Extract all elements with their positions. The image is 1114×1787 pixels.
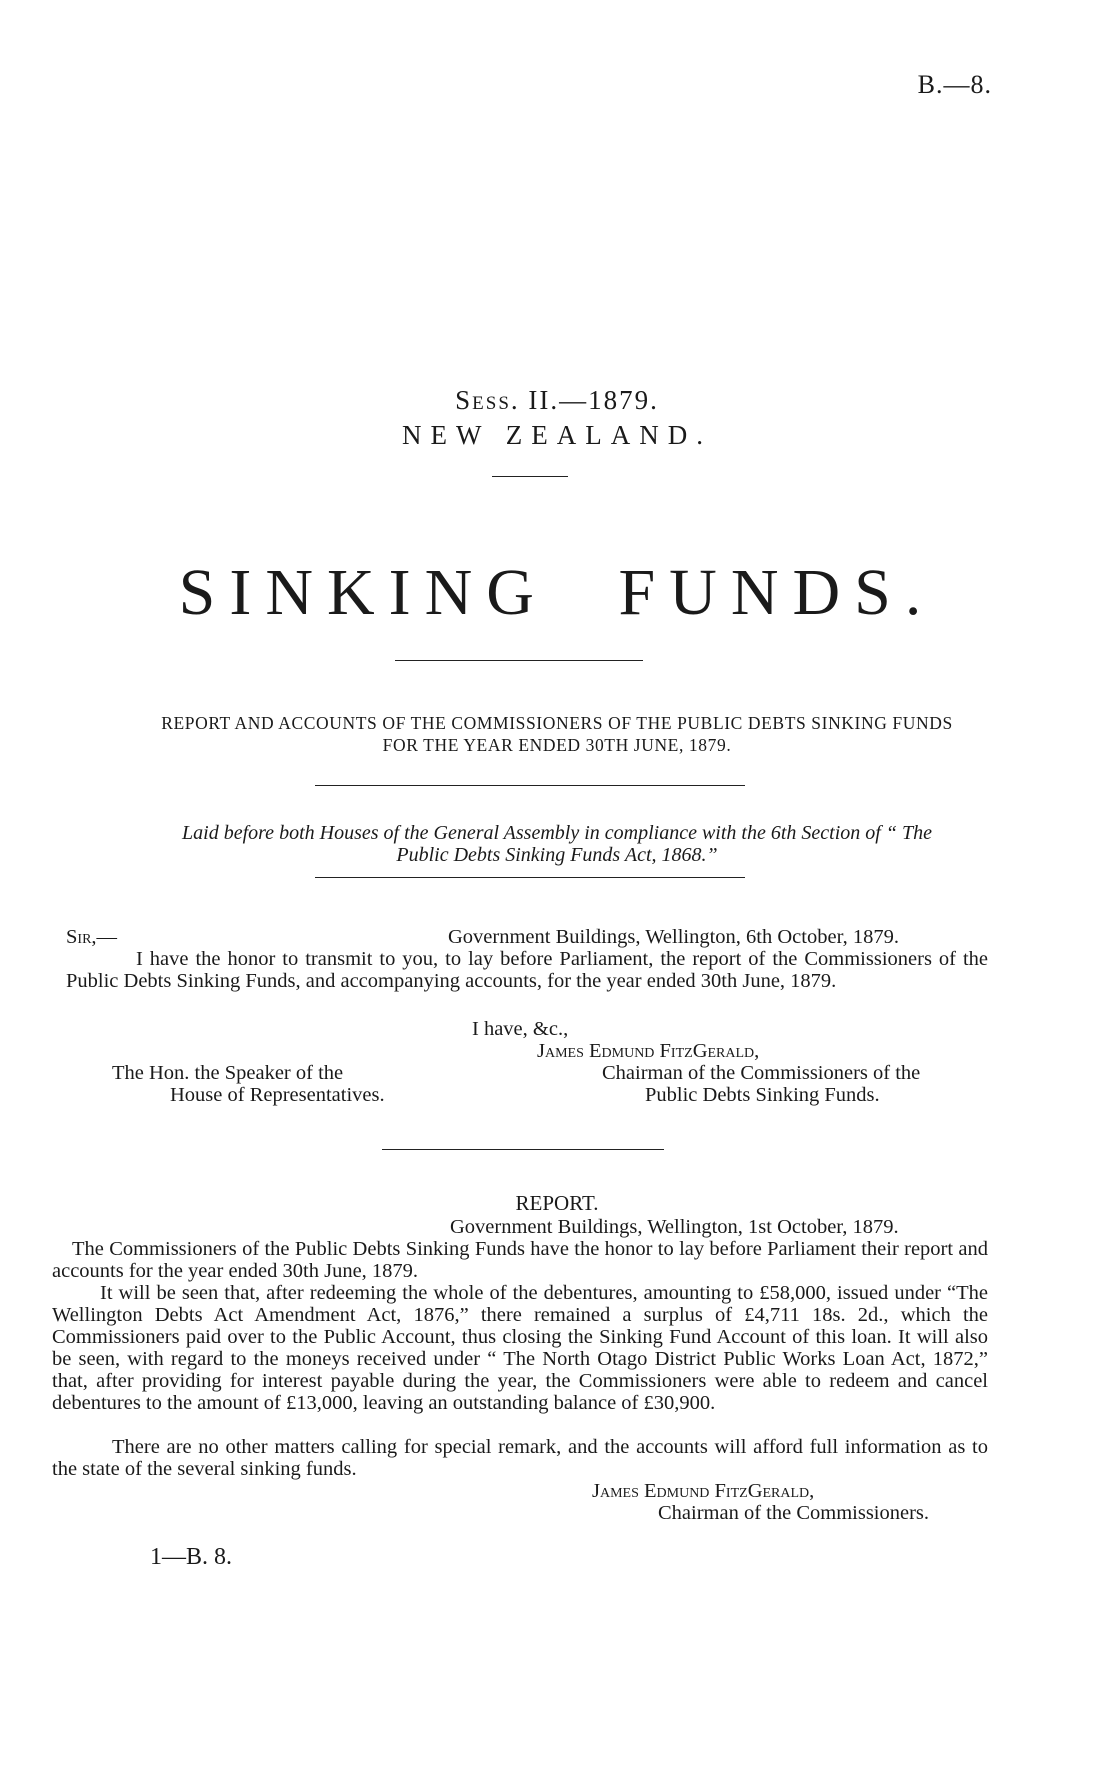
subtitle-line: FOR THE YEAR ENDED 30TH JUNE, 1879.	[382, 735, 732, 755]
session-line: Sess. II.—1879.	[455, 385, 659, 415]
report-heading: REPORT.	[515, 1191, 599, 1215]
report-place-date: Government Buildings, Wellington, 1st October, 1879.	[450, 1216, 899, 1238]
divider	[315, 877, 745, 878]
country-line: NEW ZEALAND.	[402, 420, 712, 450]
document-title: SINKING FUNDS.	[178, 556, 936, 629]
document-subtitle	[107, 712, 1007, 756]
signatory-title-line: Public Debts Sinking Funds.	[645, 1084, 880, 1106]
addressee-line: The Hon. the Speaker of the	[112, 1062, 344, 1084]
report-paragraph: It will be seen that, after redeeming the whole of the debentures, amounting to £58,000, issued under “The Wellington Debts Act Amendment Act, 1876,” there remained a surplus of £4,711 18s. 2d., which the Commissioners paid over to the Public Account, thus closing the Sinking Fund Account of this loan. It will also be seen, with regard to the moneys received under “ The North Otago District Public Works Loan Act, 1872,” that, after providing for interest payable during the year, the Commissioners were able to redeem and cancel debentures to the amount of £13,000, leaving an outstanding balance of £30,900.	[52, 1282, 988, 1414]
signatory-title-line: Chairman of the Commissioners of the	[602, 1062, 921, 1084]
letter-signatory-name: James Edmund FitzGerald,	[537, 1040, 760, 1062]
letter-closing: I have, &c.,	[472, 1018, 569, 1040]
letter-body: I have the honor to transmit to you, to lay before Parliament, the report of the Commissioners of the Public Debts Sinking Funds, and accompanying accounts, for the year ended 30th June, 1879.	[66, 948, 988, 992]
report-signatory-title: Chairman of the Commissioners.	[658, 1502, 930, 1524]
letter-place-date: Government Buildings, Wellington, 6th October, 1879.	[448, 926, 899, 948]
report-paragraph: There are no other matters calling for special remark, and the accounts will afford full information as to the state of the several sinking funds.	[52, 1436, 988, 1480]
signature-mark: 1—B. 8.	[150, 1544, 233, 1570]
laid-line: Public Debts Sinking Funds Act, 1868.”	[396, 844, 718, 866]
laid-line: Laid before both Houses of the General Assembly in compliance with the 6th Section of “ The	[182, 822, 932, 844]
divider	[492, 476, 568, 477]
divider	[382, 1149, 664, 1150]
subtitle-line: REPORT AND ACCOUNTS OF THE COMMISSIONERS OF THE PUBLIC DEBTS SINKING FUNDS	[161, 713, 953, 733]
divider	[395, 660, 643, 661]
laid-before-note	[107, 822, 1007, 866]
report-signatory-name: James Edmund FitzGerald,	[592, 1480, 815, 1502]
report-paragraph: The Commissioners of the Public Debts Sinking Funds have the honor to lay before Parliament their report and accounts for the year ended 30th June, 1879.	[52, 1238, 988, 1282]
divider	[315, 785, 745, 786]
salutation: Sir,—	[66, 926, 118, 948]
page-code: B.—8.	[917, 70, 992, 99]
addressee-line: House of Representatives.	[170, 1084, 385, 1106]
